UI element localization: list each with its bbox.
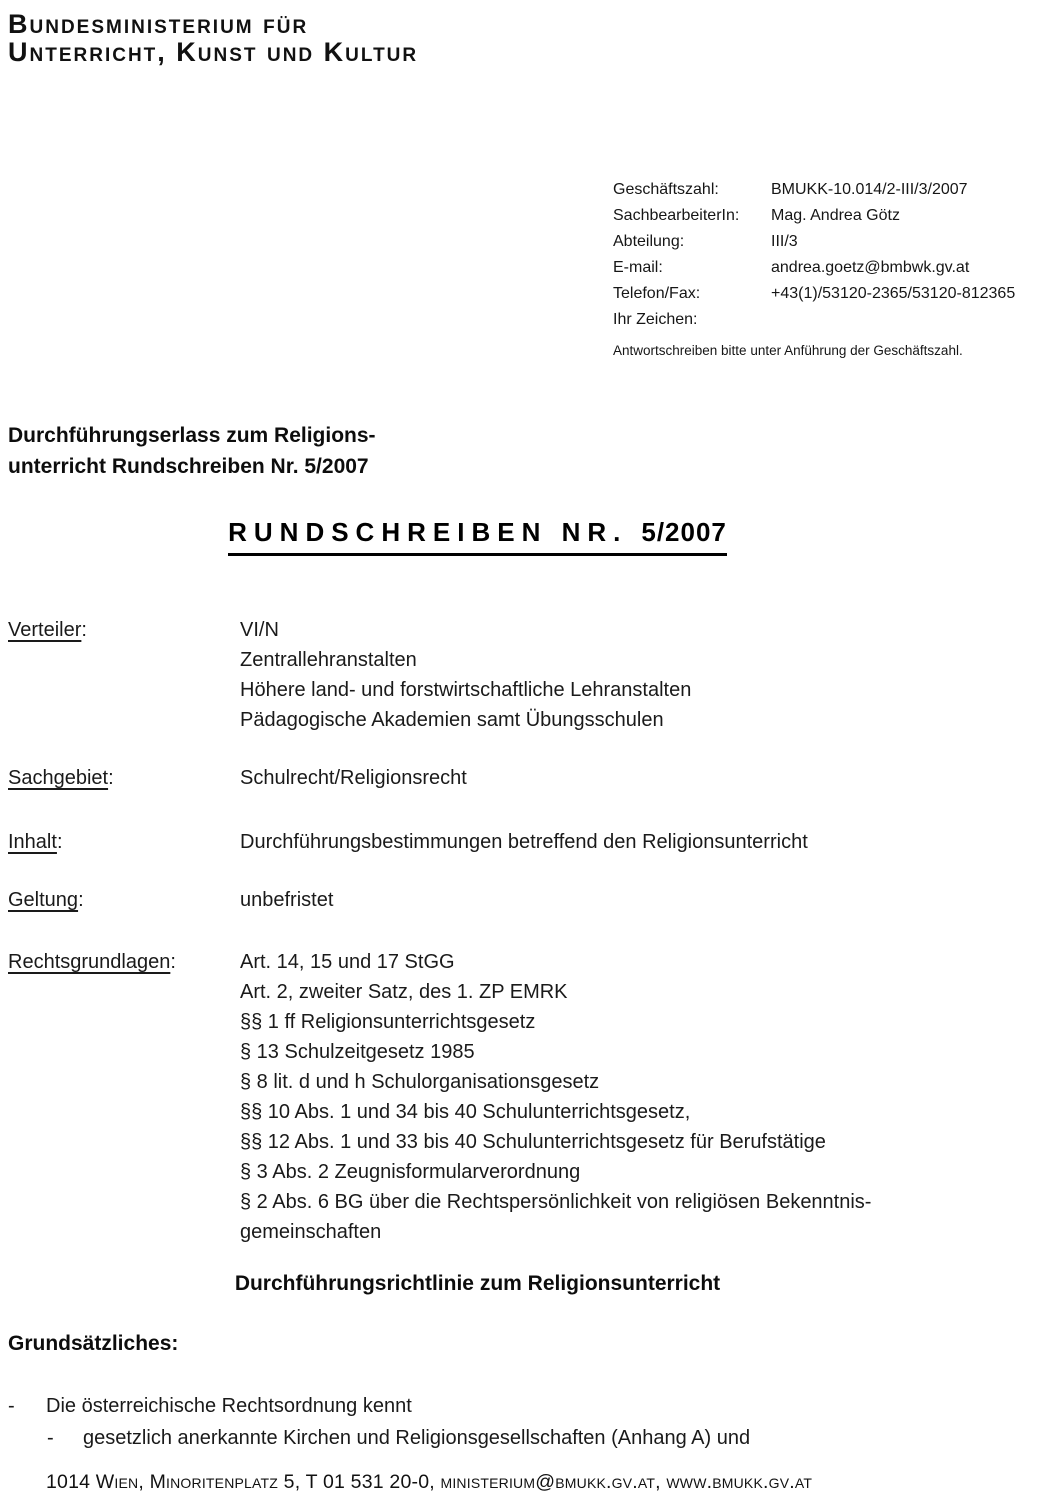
rechtsgrundlage-item: §§ 12 Abs. 1 und 33 bis 40 Schulunterrichtsgesetz für Berufstätige: [240, 1131, 826, 1153]
verteiler-value: Höhere land- und forstwirtschaftliche Lehranstalten: [240, 679, 692, 701]
document-title-underlined: [228, 517, 727, 556]
meta-note: Antwortschreiben bitte unter Anführung der Geschäftszahl.: [613, 343, 963, 358]
rechtsgrundlage-item: §§ 1 ff Religionsunterrichtsgesetz: [240, 1011, 536, 1033]
field-value-inhalt: Durchführungsbestimmungen betreffend den Religionsunterricht: [240, 831, 808, 853]
list-item-text: Die österreichische Rechtsordnung kennt: [46, 1395, 412, 1417]
meta-label: Telefon/Fax:: [613, 285, 701, 302]
verteiler-value: Zentrallehranstalten: [240, 649, 417, 671]
dash-bullet: -: [47, 1427, 54, 1449]
meta-row-geschaeftszahl: [613, 177, 1015, 203]
rechtsgrundlage-item: § 2 Abs. 6 BG über die Rechtspersönlichkeit von religiösen Bekenntnis-: [240, 1191, 872, 1213]
meta-row-telefon-fax: [613, 281, 1015, 307]
rechtsgrundlage-item: Art. 2, zweiter Satz, des 1. ZP EMRK: [240, 981, 568, 1003]
subject-line2: unterricht Rundschreiben Nr. 5/2007: [8, 455, 369, 478]
meta-value: III/3: [771, 233, 798, 250]
dash-bullet: -: [8, 1395, 15, 1417]
field-label-inhalt: Inhalt:: [8, 831, 63, 853]
rechtsgrundlage-item: §§ 10 Abs. 1 und 34 bis 40 Schulunterrichtsgesetz,: [240, 1101, 691, 1123]
meta-value-email: andrea.goetz@bmbwk.gv.at: [771, 259, 970, 276]
document-title-text: RUNDSCHREIBEN NR.: [228, 517, 628, 547]
meta-row-ihr-zeichen: [613, 307, 1015, 333]
meta-label: Geschäftszahl:: [613, 181, 719, 198]
section-subheading: Grundsätzliches:: [8, 1332, 179, 1355]
field-values-rechtsgrundlagen: [240, 947, 871, 1247]
verteiler-value: VI/N: [240, 619, 279, 641]
rechtsgrundlage-item: § 8 lit. d und h Schulorganisationsgesetz: [240, 1071, 600, 1093]
list-item-nested: [0, 1422, 1043, 1454]
field-label-verteiler: Verteiler:: [8, 619, 87, 641]
field-value-geltung: unbefristet: [240, 889, 334, 911]
ministry-letterhead: [8, 10, 418, 66]
meta-row-email: [613, 255, 1015, 281]
meta-value: BMUKK-10.014/2-III/3/2007: [771, 181, 968, 198]
field-label-sachgebiet: Sachgebiet:: [8, 767, 114, 789]
meta-label: E-mail:: [613, 259, 663, 276]
rechtsgrundlage-item: Art. 14, 15 und 17 StGG: [240, 951, 455, 973]
field-label-rechtsgrundlagen: Rechtsgrundlagen:: [8, 951, 176, 973]
list-item-text: gesetzlich anerkannte Kirchen und Religionsgesellschaften (Anhang A) und: [83, 1427, 751, 1449]
bullet-list: [0, 1390, 1043, 1454]
document-title-number: 5/2007: [641, 517, 727, 547]
subject-block: [8, 420, 376, 482]
ministry-name-line2: Unterricht, Kunst und Kultur: [8, 37, 419, 67]
rechtsgrundlage-item: § 3 Abs. 2 Zeugnisformularverordnung: [240, 1161, 581, 1183]
document-title: [0, 517, 955, 556]
meta-value: +43(1)/53120-2365/53120-812365: [771, 285, 1016, 302]
meta-label: Abteilung:: [613, 233, 685, 250]
list-item: [0, 1390, 1043, 1422]
meta-row-sachbearbeiterin: [613, 203, 1015, 229]
field-value-sachgebiet: Schulrecht/Religionsrecht: [240, 767, 467, 789]
rechtsgrundlage-item: gemeinschaften: [240, 1221, 382, 1243]
meta-value: Mag. Andrea Götz: [771, 207, 900, 224]
meta-label: Ihr Zeichen:: [613, 311, 698, 328]
section-heading: Durchführungsrichtlinie zum Religionsunterricht: [234, 1272, 721, 1295]
rechtsgrundlage-item: § 13 Schulzeitgesetz 1985: [240, 1041, 475, 1063]
meta-block: [613, 177, 1015, 333]
page-footer: 1014 Wien, Minoritenplatz 5, T 01 531 20-0, ministerium@bmukk.gv.at, www.bmukk.gv.at: [46, 1471, 813, 1493]
verteiler-value: Pädagogische Akademien samt Übungsschulen: [240, 709, 664, 731]
field-label-geltung: Geltung:: [8, 889, 84, 911]
subject-line1: Durchführungserlass zum Religions-: [8, 424, 376, 447]
field-values-verteiler: [240, 615, 691, 735]
meta-row-abteilung: [613, 229, 1015, 255]
meta-label: SachbearbeiterIn:: [613, 207, 740, 224]
ministry-name-line1: Bundesministerium für: [8, 9, 309, 39]
